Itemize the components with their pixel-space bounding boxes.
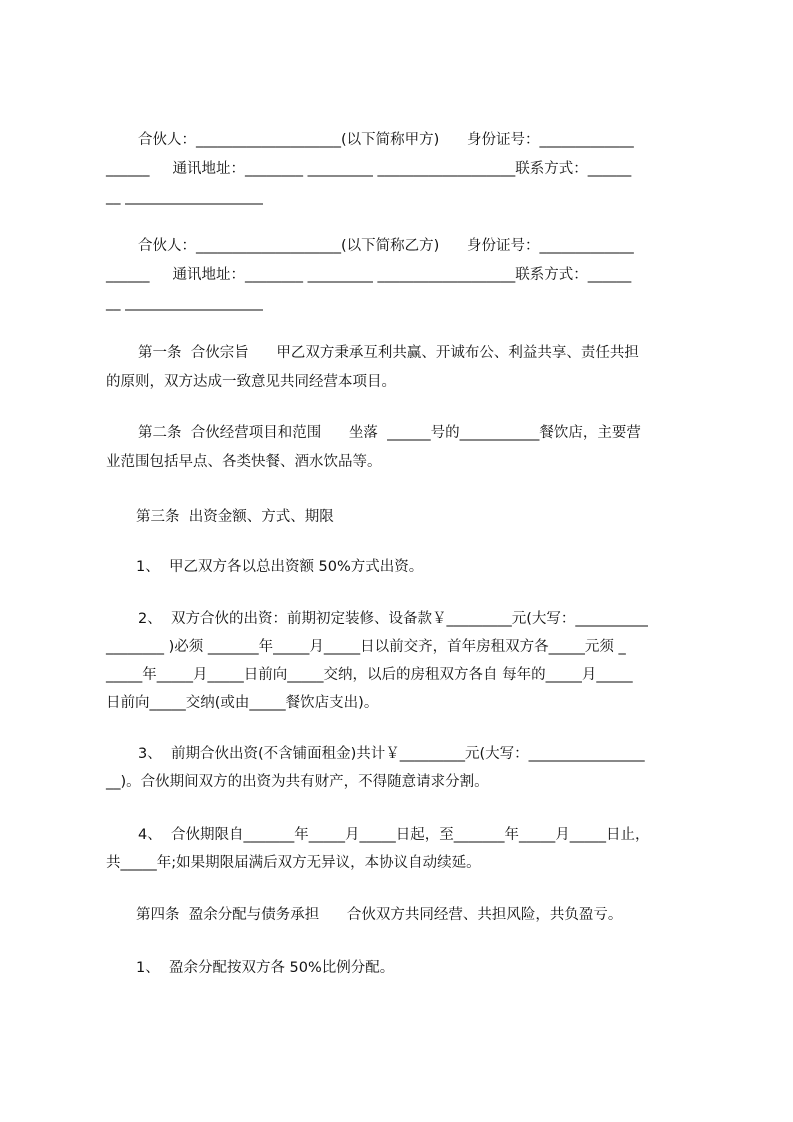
party-a-line-2: ______ 通讯地址：________ _________ ___________________联系方式：______	[106, 161, 632, 177]
article-1-line-1: 第一条 合伙宗旨 甲乙双方秉承互利共赢、开诚布公、利益共享、责任共担	[138, 345, 639, 361]
article-3-item-3-line-1: 3、 前期合伙出资(不含铺面租金)共计￥_________元(大写：________________	[138, 746, 645, 762]
article-1-line-2: 的原则，双方达成一致意见共同经营本项目。	[106, 374, 396, 390]
article-3-item-2-line-3: _____年_____月_____日前向_____交纳，以后的房租双方各自 每年的_____月_____	[106, 667, 633, 683]
party-b-line-1: 合伙人：____________________(以下简称乙方) 身份证号：_____________	[138, 238, 634, 254]
article-3-item-4-line-1: 4、 合伙期限自_______年_____月_____日起，至_______年_____月_____日止，	[138, 827, 650, 843]
article-4-heading: 第四条 盈余分配与债务承担 合伙双方共同经营、共担风险，共负盈亏。	[136, 907, 623, 923]
article-2-line-2: 业范围包括早点、各类快餐、酒水饮品等。	[106, 454, 382, 470]
article-2-line-1: 第二条 合伙经营项目和范围 坐落 ______号的___________餐饮店，主要营	[138, 425, 641, 441]
article-3-heading: 第三条 出资金额、方式、期限	[136, 509, 334, 525]
article-3-item-1: 1、 甲乙双方各以总出资额 50%方式出资。	[136, 559, 424, 575]
article-3-item-2-line-2: ________ )必须 _______年_____月_____日以前交齐，首年房租双方各_____元须 _	[106, 639, 626, 655]
party-a-line-3: __ ___________________	[106, 189, 263, 205]
party-b-line-3: __ ___________________	[106, 295, 263, 311]
article-3-item-2-line-1: 2、 双方合伙的出资：前期初定装修、设备款￥_________元(大写：__________	[138, 611, 648, 627]
party-a-line-1: 合伙人：____________________(以下简称甲方) 身份证号：_____________	[138, 132, 634, 148]
article-4-item-1: 1、 盈余分配按双方各 50%比例分配。	[136, 960, 395, 976]
article-3-item-2-line-4: 日前向_____交纳(或由_____餐饮店支出)。	[106, 695, 379, 711]
article-3-item-4-line-2: 共_____年;如果期限届满后双方无异议，本协议自动续延。	[106, 855, 481, 871]
party-b-line-2: ______ 通讯地址：________ _________ ___________________联系方式：______	[106, 267, 632, 283]
article-3-item-3-line-2: __)。合伙期间双方的出资为共有财产，不得随意请求分割。	[106, 774, 489, 790]
